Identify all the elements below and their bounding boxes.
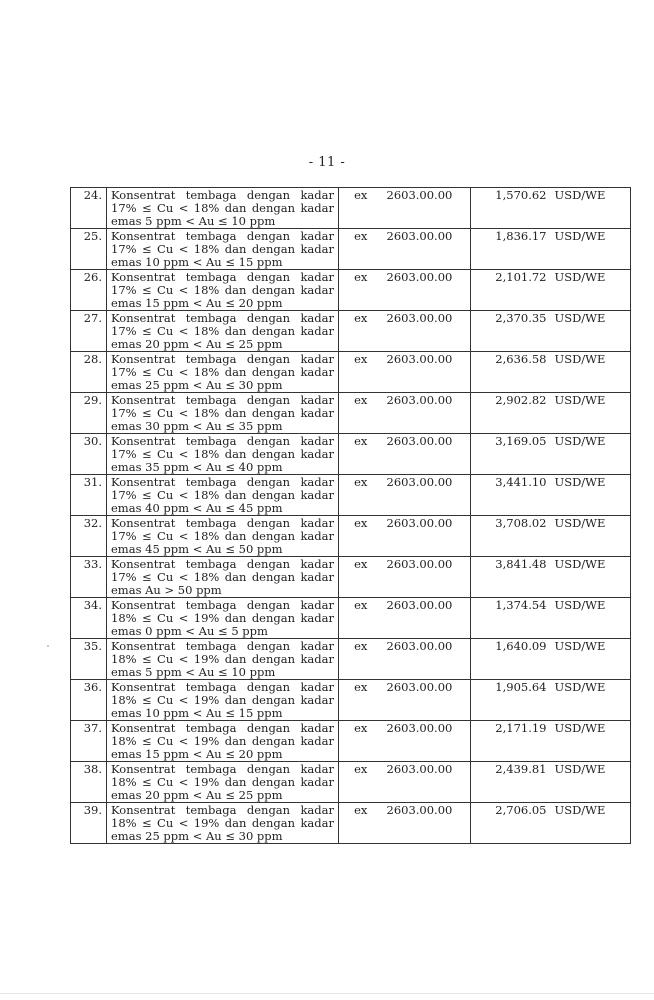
benchmark-price: 1,836.17 [471,229,551,270]
price-unit: USD/WE [551,762,631,803]
hs-code: 2603.00.00 [383,188,471,229]
ex-marker: ex [339,229,383,270]
description-line: Konsentrat tembaga dengan kadar [111,762,334,776]
description-line: emas 5 ppm < Au ≤ 10 ppm [111,214,276,228]
table-row [71,311,631,352]
ex-marker: ex [339,557,383,598]
description-line: Konsentrat tembaga dengan kadar [111,434,334,448]
description-line: Konsentrat tembaga dengan kadar [111,270,334,284]
commodity-description [107,188,339,229]
price-unit: USD/WE [551,311,631,352]
benchmark-price: 1,905.64 [471,680,551,721]
row-number: 26. [71,270,107,311]
description-line: emas 25 ppm < Au ≤ 30 ppm [111,378,283,392]
commodity-description [107,721,339,762]
description-line: Konsentrat tembaga dengan kadar [111,229,334,243]
table-row [71,434,631,475]
benchmark-price: 3,708.02 [471,516,551,557]
ex-marker: ex [339,721,383,762]
table-row [71,352,631,393]
commodity-description [107,393,339,434]
row-number: 38. [71,762,107,803]
row-number: 25. [71,229,107,270]
description-line: Konsentrat tembaga dengan kadar [111,188,334,202]
benchmark-price: 3,841.48 [471,557,551,598]
commodity-description [107,434,339,475]
hs-code: 2603.00.00 [383,229,471,270]
description-line: 17% ≤ Cu < 18% dan dengan kadar [111,447,334,461]
description-line: Konsentrat tembaga dengan kadar [111,352,334,366]
commodity-description [107,352,339,393]
description-line: Konsentrat tembaga dengan kadar [111,721,334,735]
description-line: 17% ≤ Cu < 18% dan dengan kadar [111,570,334,584]
price-unit: USD/WE [551,721,631,762]
ex-marker: ex [339,393,383,434]
row-number: 28. [71,352,107,393]
hs-code: 2603.00.00 [383,803,471,844]
description-line: 17% ≤ Cu < 18% dan dengan kadar [111,242,334,256]
benchmark-price: 1,640.09 [471,639,551,680]
description-line: Konsentrat tembaga dengan kadar [111,639,334,653]
price-unit: USD/WE [551,639,631,680]
benchmark-price: 2,370.35 [471,311,551,352]
ex-marker: ex [339,475,383,516]
price-unit: USD/WE [551,434,631,475]
table-row [71,598,631,639]
commodity-description [107,557,339,598]
description-line: emas 20 ppm < Au ≤ 25 ppm [111,337,283,351]
price-unit: USD/WE [551,270,631,311]
description-line: 17% ≤ Cu < 18% dan dengan kadar [111,283,334,297]
description-line: Konsentrat tembaga dengan kadar [111,311,334,325]
ex-marker: ex [339,598,383,639]
description-line: emas 15 ppm < Au ≤ 20 ppm [111,296,283,310]
benchmark-price: 3,169.05 [471,434,551,475]
description-line: emas 10 ppm < Au ≤ 15 ppm [111,255,283,269]
description-line: 17% ≤ Cu < 18% dan dengan kadar [111,324,334,338]
table-row [71,475,631,516]
commodity-description [107,639,339,680]
description-line: 17% ≤ Cu < 18% dan dengan kadar [111,201,334,215]
description-line: emas 45 ppm < Au ≤ 50 ppm [111,542,283,556]
page-bottom-edge [0,993,654,994]
description-line: Konsentrat tembaga dengan kadar [111,557,334,571]
hs-code: 2603.00.00 [383,639,471,680]
benchmark-price: 2,636.58 [471,352,551,393]
description-line: 18% ≤ Cu < 19% dan dengan kadar [111,652,334,666]
row-number: 32. [71,516,107,557]
table-row [71,516,631,557]
scan-speck [47,645,49,647]
ex-marker: ex [339,270,383,311]
row-number: 29. [71,393,107,434]
description-line: emas 0 ppm < Au ≤ 5 ppm [111,624,268,638]
price-unit: USD/WE [551,475,631,516]
price-unit: USD/WE [551,803,631,844]
row-number: 33. [71,557,107,598]
description-line: emas 20 ppm < Au ≤ 25 ppm [111,788,283,802]
table-row [71,721,631,762]
table-row [71,393,631,434]
row-number: 31. [71,475,107,516]
description-line: Konsentrat tembaga dengan kadar [111,393,334,407]
description-line: emas 25 ppm < Au ≤ 30 ppm [111,829,283,843]
table-row [71,762,631,803]
ex-marker: ex [339,762,383,803]
benchmark-price: 3,441.10 [471,475,551,516]
description-line: Konsentrat tembaga dengan kadar [111,680,334,694]
hs-code: 2603.00.00 [383,680,471,721]
hs-code: 2603.00.00 [383,475,471,516]
ex-marker: ex [339,680,383,721]
ex-marker: ex [339,352,383,393]
price-unit: USD/WE [551,229,631,270]
commodity-description [107,516,339,557]
ex-marker: ex [339,803,383,844]
commodity-description [107,311,339,352]
description-line: emas 40 ppm < Au ≤ 45 ppm [111,501,283,515]
ex-marker: ex [339,311,383,352]
commodity-description [107,598,339,639]
price-unit: USD/WE [551,557,631,598]
description-line: 18% ≤ Cu < 19% dan dengan kadar [111,611,334,625]
ex-marker: ex [339,434,383,475]
hs-code: 2603.00.00 [383,352,471,393]
hs-code: 2603.00.00 [383,557,471,598]
commodity-description [107,762,339,803]
commodity-description [107,270,339,311]
hs-code: 2603.00.00 [383,434,471,475]
table-row [71,270,631,311]
row-number: 30. [71,434,107,475]
description-line: Konsentrat tembaga dengan kadar [111,516,334,530]
hs-code: 2603.00.00 [383,762,471,803]
benchmark-price: 1,570.62 [471,188,551,229]
benchmark-price: 2,706.05 [471,803,551,844]
price-unit: USD/WE [551,598,631,639]
row-number: 35. [71,639,107,680]
row-number: 39. [71,803,107,844]
row-number: 36. [71,680,107,721]
description-line: Konsentrat tembaga dengan kadar [111,803,334,817]
benchmark-price: 2,171.19 [471,721,551,762]
description-line: Konsentrat tembaga dengan kadar [111,598,334,612]
description-line: 18% ≤ Cu < 19% dan dengan kadar [111,816,334,830]
description-line: emas Au > 50 ppm [111,583,222,597]
description-line: 18% ≤ Cu < 19% dan dengan kadar [111,734,334,748]
description-line: 17% ≤ Cu < 18% dan dengan kadar [111,365,334,379]
table-row [71,229,631,270]
page-number: - 11 - [308,155,346,170]
description-line: 18% ≤ Cu < 19% dan dengan kadar [111,693,334,707]
table-row [71,680,631,721]
price-unit: USD/WE [551,516,631,557]
price-unit: USD/WE [551,680,631,721]
description-line: Konsentrat tembaga dengan kadar [111,475,334,489]
hs-code: 2603.00.00 [383,270,471,311]
benchmark-price: 2,101.72 [471,270,551,311]
hs-code: 2603.00.00 [383,311,471,352]
price-unit: USD/WE [551,188,631,229]
commodity-description [107,475,339,516]
price-unit: USD/WE [551,352,631,393]
tariff-table [70,187,631,844]
table-row [71,188,631,229]
description-line: 17% ≤ Cu < 18% dan dengan kadar [111,406,334,420]
hs-code: 2603.00.00 [383,598,471,639]
description-line: emas 15 ppm < Au ≤ 20 ppm [111,747,283,761]
row-number: 34. [71,598,107,639]
table-row [71,557,631,598]
commodity-description [107,803,339,844]
row-number: 27. [71,311,107,352]
hs-code: 2603.00.00 [383,721,471,762]
table-row [71,803,631,844]
price-unit: USD/WE [551,393,631,434]
benchmark-price: 2,902.82 [471,393,551,434]
ex-marker: ex [339,188,383,229]
commodity-description [107,680,339,721]
ex-marker: ex [339,516,383,557]
hs-code: 2603.00.00 [383,516,471,557]
tariff-table-body [71,188,631,844]
description-line: 18% ≤ Cu < 19% dan dengan kadar [111,775,334,789]
description-line: 17% ≤ Cu < 18% dan dengan kadar [111,488,334,502]
description-line: emas 10 ppm < Au ≤ 15 ppm [111,706,283,720]
ex-marker: ex [339,639,383,680]
description-line: emas 35 ppm < Au ≤ 40 ppm [111,460,283,474]
description-line: emas 5 ppm < Au ≤ 10 ppm [111,665,276,679]
benchmark-price: 2,439.81 [471,762,551,803]
row-number: 37. [71,721,107,762]
hs-code: 2603.00.00 [383,393,471,434]
benchmark-price: 1,374.54 [471,598,551,639]
row-number: 24. [71,188,107,229]
table-row [71,639,631,680]
commodity-description [107,229,339,270]
description-line: emas 30 ppm < Au ≤ 35 ppm [111,419,283,433]
description-line: 17% ≤ Cu < 18% dan dengan kadar [111,529,334,543]
